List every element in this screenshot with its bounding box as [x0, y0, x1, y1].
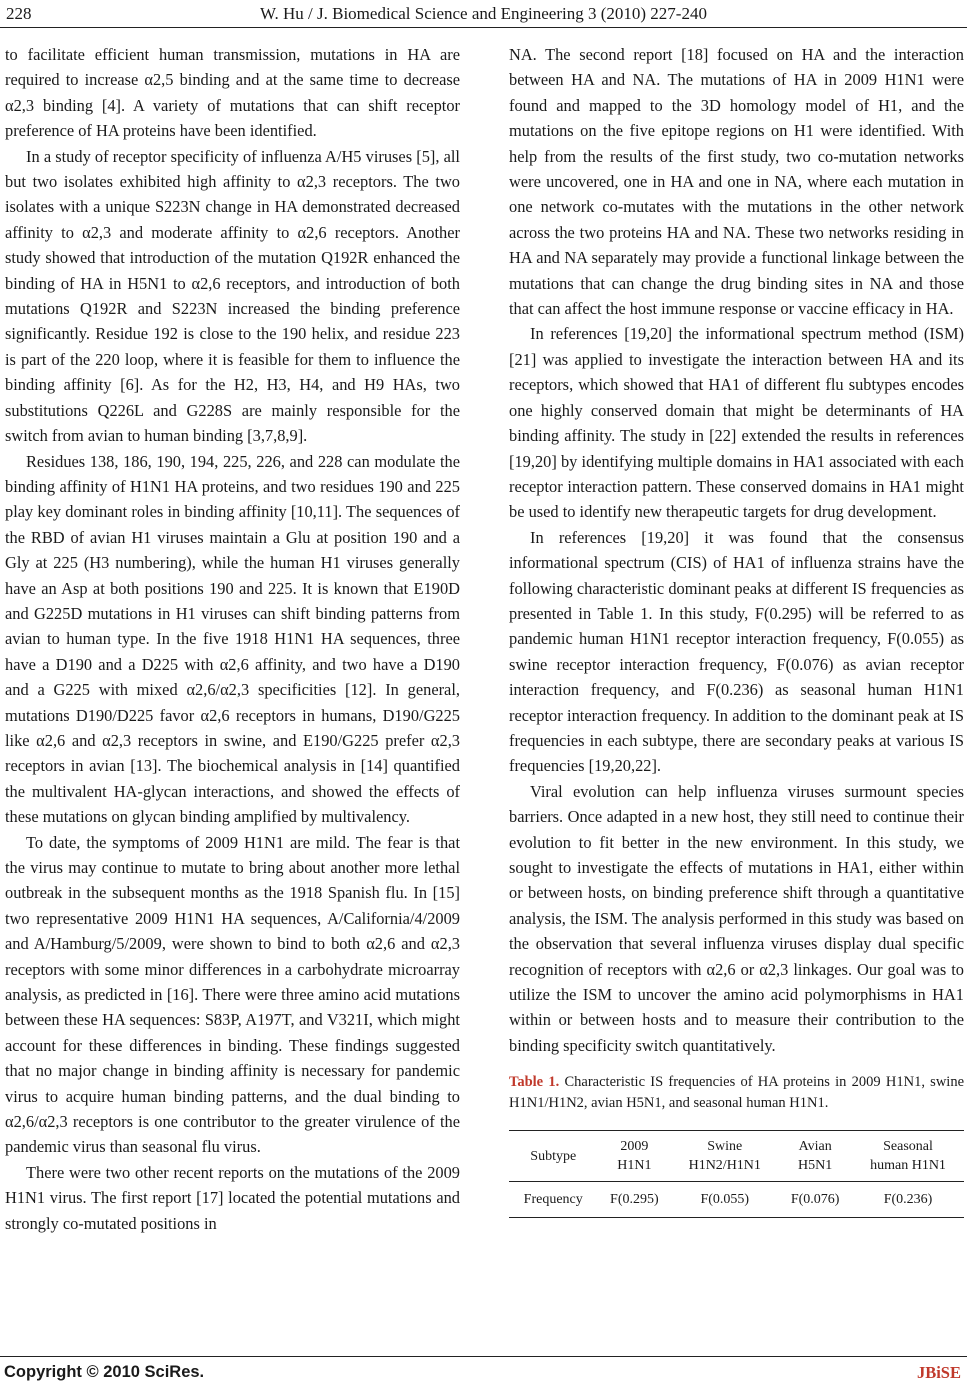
copyright-notice: Copyright © 2010 SciRes. [4, 1363, 205, 1381]
paragraph: NA. The second report [18] focused on HA and the interaction between HA and NA. The mutations of HA in 2009 H1N1 were found and mapped to the 3D homology model of H1, and the mutations on the five epitope regions on H1 were identified. With help from the results of the first study, two co-mutation networks were uncovered, one in HA and one in NA, where each mutation in one network co-mutates with the mutations in the other network across the two proteins HA and NA. These two networks residing in HA and NA separately may provide a functional linkage between the mutations that can change the drug binding sites in NA and those that can affect the host immune response or vaccine efficacy in HA. [509, 45, 964, 319]
table-caption-text: Characteristic IS frequencies of HA proteins in 2009 H1N1, swine H1N1/H1N2, avian H5N1, and seasonal human H1N1. [509, 1074, 965, 1112]
page-header [0, 0, 967, 30]
running-title: W. Hu / J. Biomedical Science and Engineering 3 (2010) 227-240 [260, 4, 707, 23]
table-caption [509, 1072, 964, 1114]
table-header-row [509, 1131, 964, 1182]
paragraph: There were two other recent reports on the mutations of the 2009 H1N1 virus. The first report [17] located the potential mutations and strongly co-mutated positions in [5, 1162, 460, 1233]
left-column [5, 42, 460, 1236]
header-line: human H1N1 [870, 1158, 946, 1174]
table-cell: F(0.295) [597, 1182, 671, 1218]
table-caption-label: Table 1. [509, 1074, 560, 1091]
table-row-label: Frequency [509, 1182, 597, 1218]
header-line: H1N2/H1N1 [688, 1158, 761, 1174]
paragraph: In references [19,20] it was found that the consensus informational spectrum (CIS) of HA1 of influenza strains have the following characteristic dominant peaks at different IS frequencies as presented in Table 1. In this study, F(0.295) will be referred to as pandemic human H1N1 receptor interaction frequency, F(0.055) as swine receptor interaction frequency, F(0.076) as avian receptor interaction frequency, and F(0.236) as seasonal human H1N1 receptor interaction frequency. In addition to the dominant peak at IS frequencies in each subtype, there are secondary peaks at various IS frequencies [19,20,22]. [509, 527, 964, 776]
table-header-cell [778, 1131, 852, 1182]
journal-abbreviation: JBiSE [916, 1363, 961, 1382]
table-cell: F(0.236) [852, 1182, 964, 1218]
header-line: Avian [798, 1139, 832, 1155]
footer-rule [0, 1356, 967, 1357]
paragraph: To date, the symptoms of 2009 H1N1 are mild. The fear is that the virus may continue to mutate to bring about another more lethal outbreak in the subsequent months as the 1918 Spanish flu. In [15] two representative 2009 H1N1 HA sequences, A/California/4/2009 and A/Hamburg/5/2009, were shown to bind to both α2,6 and α2,3 receptors with some minor differences in a carbohydrate microarray analysis, as predicted in [16]. There were three amino acid mutations between these HA sequences: S83P, A197T, and V321I, which might account for these differences in binding. These findings suggested that no major change in binding affinity is necessary for pandemic virus to acquire human binding patterns, and the dual binding to α2,6/α2,3 receptors is one contributor to the greater virulence of the pandemic virus than seasonal flu virus. [5, 832, 460, 1157]
table-cell: F(0.055) [671, 1182, 778, 1218]
header-line: Swine [707, 1139, 743, 1155]
paragraph: Residues 138, 186, 190, 194, 225, 226, and 228 can modulate the binding affinity of H1N1 HA proteins, and two residues 190 and 225 play key dominant roles in binding affinity [10,11]. The sequences of the RBD of avian H1 viruses maintain a Glu at position 190 and a Gly at 225 (H3 numbering), while the human H1 viruses generally have an Asp at both positions 190 and 225. It is known that E190D and G225D mutations in H1 viruses can shift binding patterns from avian to human type. In the five 1918 H1N1 HA sequences, three have a D190 and a D225 with α2,6 affinity, and two have a D190 and a G225 with mixed α2,6/α2,3 specificities [12]. In general, mutations D190/D225 favor α2,6 receptors in humans, D190/G225 like α2,6 and α2,3 receptors in swine, and E190/G225 prefer α2,3 receptors in avian [13]. The biochemical analysis in [14] quantified the multivalent HA-glycan interactions, and showed the effects of these mutations on glycan binding amplified by multivalency. [5, 451, 460, 827]
header-rule [0, 27, 967, 28]
table-header-cell [597, 1131, 671, 1182]
paragraph: to facilitate efficient human transmission, mutations in HA are required to increase α2,5 binding and at the same time to decrease α2,3 binding [4]. A variety of mutations that can shift receptor preference of HA proteins have been identified. [5, 45, 460, 141]
table-cell: F(0.076) [778, 1182, 852, 1218]
table-header-cell [852, 1131, 964, 1182]
header-line: Seasonal [883, 1139, 933, 1155]
paragraph: In references [19,20] the informational spectrum method (ISM) [21] was applied to investigate the interaction between HA and its receptors, which showed that HA1 of different flu subtypes encodes one highly conserved domain that might be determinants of HA binding affinity. The study in [22] extended the results in references [19,20] by identifying multiple domains in HA1 associated with each receptor interaction pattern. These conserved domains in HA1 might be used to identify new therapeutic targets for drug development. [509, 324, 964, 522]
header-line: 2009 [620, 1139, 649, 1155]
page-number: 228 [6, 4, 32, 23]
table-header-cell: Subtype [509, 1131, 597, 1182]
page-footer [0, 1356, 967, 1385]
paragraph: In a study of receptor specificity of influenza A/H5 viruses [5], all but two isolates exhibited high affinity to α2,3 receptors. The two isolates with a unique S223N change in HA demonstrated decreased affinity to α2,3 and moderate affinity to α2,6 receptors. Another study showed that introduction of the mutation Q192R enhanced the binding of HA in H5N1 to α2,6 receptors, and introduction of both mutations Q192R and S223N increased the binding preference significantly. Residue 192 is close to the 190 helix, and residue 223 is part of the 220 loop, where it is feasible for them to influence the binding affinity [6]. As for the H2, H3, H4, and H9 HAs, two substitutions Q226L and G228S are mainly responsible for the switch from avian to human binding [3,7,8,9]. [5, 146, 460, 446]
header-line: H5N1 [798, 1158, 833, 1174]
right-column [509, 42, 964, 1218]
table-header-cell [671, 1131, 778, 1182]
table-row [509, 1182, 964, 1218]
frequency-table [509, 1130, 964, 1218]
paragraph: Viral evolution can help influenza viruses surmount species barriers. Once adapted in a new host, they still need to continue their evolution to fit better in the new environment. In this study, we sought to investigate the effects of mutations in HA1, either within or between hosts, on binding preference shift through a quantitative analysis, the ISM. The analysis performed in this study was based on the observation that several influenza viruses display dual specific recognition of receptors with α2,6 or α2,3 linkages. Our goal was to utilize the ISM to uncover the amino acid polymorphisms in HA1 within or between hosts and to measure their contribution to the binding specificity switch quantitatively. [509, 781, 964, 1055]
header-line: H1N1 [617, 1158, 652, 1174]
